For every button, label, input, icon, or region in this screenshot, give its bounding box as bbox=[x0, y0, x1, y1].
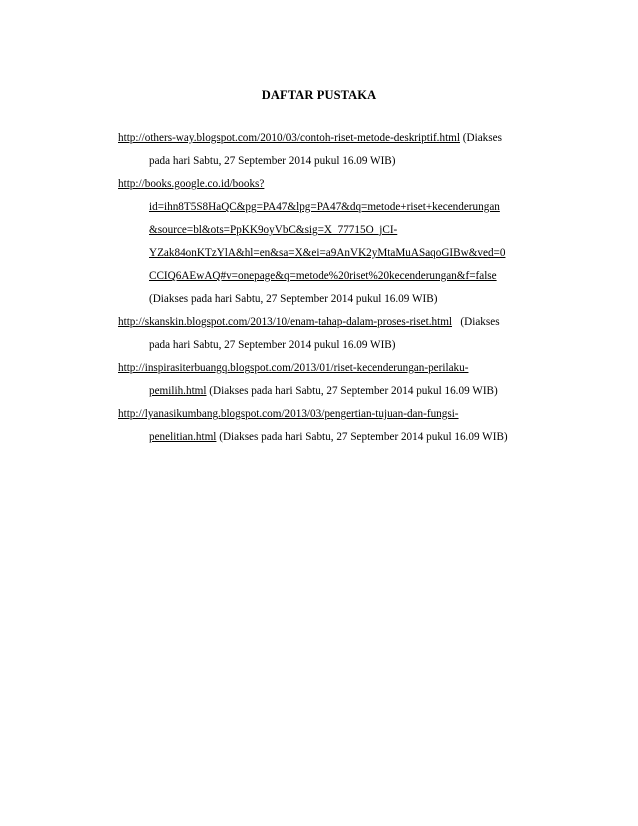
reference-line bbox=[118, 406, 558, 429]
reference-link[interactable]: &source=bl&ots=PpKK9oyVbC&sig=X_77715O_jCI- bbox=[149, 224, 398, 236]
reference-text: (Diakses pada hari Sabtu, 27 September 2014 pukul 16.09 WIB) bbox=[216, 431, 508, 443]
reference-link[interactable]: http://lyanasikumbang.blogspot.com/2013/03/pengertian-tujuan-dan-fungsi- bbox=[118, 408, 459, 420]
reference-link[interactable]: http://inspirasiterbuangq.blogspot.com/2013/01/riset-kecenderungan-perilaku- bbox=[118, 362, 469, 374]
reference-list bbox=[118, 130, 558, 452]
reference-line bbox=[118, 291, 558, 314]
reference-line bbox=[118, 199, 558, 222]
reference-line bbox=[118, 383, 558, 406]
reference-link[interactable]: id=ihn8T5S8HaQC&pg=PA47&lpg=PA47&dq=metode+riset+kecenderungan bbox=[149, 201, 500, 213]
reference-text: (Diakses pada hari Sabtu, 27 September 2014 pukul 16.09 WIB) bbox=[206, 385, 498, 397]
reference-text: (Diakses bbox=[460, 132, 502, 144]
reference-line bbox=[118, 176, 558, 199]
reference-link[interactable]: YZak84onKTzYlA&hl=en&sa=X&ei=a9AnVK2yMtaMuASaqoGIBw&ved=0 bbox=[149, 247, 506, 259]
reference-link[interactable]: CCIQ6AEwAQ#v=onepage&q=metode%20riset%20kecenderungan&f=false bbox=[149, 270, 497, 282]
reference-line bbox=[118, 429, 558, 452]
page-title: DAFTAR PUSTAKA bbox=[261, 88, 377, 102]
reference-link[interactable]: pemilih.html bbox=[149, 385, 207, 397]
reference-entry bbox=[118, 130, 558, 176]
reference-line bbox=[118, 360, 558, 383]
reference-line bbox=[118, 268, 558, 291]
reference-line bbox=[118, 153, 558, 176]
reference-text: (Diakses bbox=[452, 316, 500, 328]
reference-text: pada hari Sabtu, 27 September 2014 pukul 16.09 WIB) bbox=[149, 155, 396, 167]
reference-link[interactable]: http://others-way.blogspot.com/2010/03/contoh-riset-metode-deskriptif.html bbox=[118, 132, 460, 144]
reference-entry bbox=[118, 360, 558, 406]
reference-entry bbox=[118, 314, 558, 360]
reference-line bbox=[118, 337, 558, 360]
reference-link[interactable]: http://skanskin.blogspot.com/2013/10/enam-tahap-dalam-proses-riset.html bbox=[118, 316, 453, 328]
reference-line bbox=[118, 314, 558, 337]
reference-text: (Diakses pada hari Sabtu, 27 September 2014 pukul 16.09 WIB) bbox=[149, 293, 438, 305]
reference-line bbox=[118, 130, 558, 153]
reference-text: pada hari Sabtu, 27 September 2014 pukul 16.09 WIB) bbox=[149, 339, 396, 351]
reference-entry bbox=[118, 406, 558, 452]
reference-link[interactable]: penelitian.html bbox=[149, 431, 217, 443]
reference-link[interactable]: http://books.google.co.id/books? bbox=[118, 178, 265, 190]
reference-line bbox=[118, 222, 558, 245]
reference-entry bbox=[118, 176, 558, 314]
reference-line bbox=[118, 245, 558, 268]
